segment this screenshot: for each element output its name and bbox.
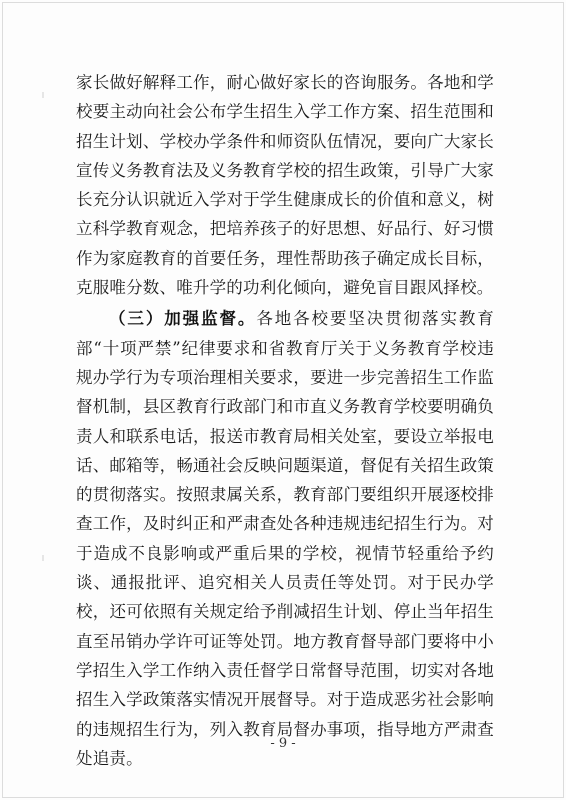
binding-margin-mark xyxy=(42,92,44,98)
page-number: - 9 - xyxy=(270,736,296,751)
section-body-text: 各地各校要坚决贯彻落实教育部“十项严禁”纪律要求和省教育厅关于义务教育学校违规办学行为专项治理相关要求，要进一步完善招生工作监督机制，县区教育行政部门和市直义务教育学校要明确负责人和联系电话，报送市教育局相关处室，要设立举报电话、邮箱等，畅通社会反映问题渠道，督促有关招生政策的贯彻落实。按照隶属关系，教育部门要组织开展逐校排查工作，及时纠正和严肃查处各种违规违纪招生行为。对于造成不良影响或严重后果的学校，视情节轻重给予约谈、通报批评、追究相关人员责任等处罚。对于民办学校，还可依照有关规定给予削减招生计划、停止当年招生直至吊销办学许可证等处罚。地方教育督导部门要将中小学招生入学工作纳入责任督学日常督导范围，切实对各地招生入学政策落实情况开展督导。对于造成恶劣社会影响的违规招生行为，列入教育局督办事项，指导地方严肃查处追责。 xyxy=(76,309,494,768)
paragraph-section-supervision xyxy=(76,304,494,773)
document-body xyxy=(76,68,494,775)
binding-margin-mark xyxy=(42,555,44,561)
section-heading-strengthen-supervision: （三）加强监督。 xyxy=(109,309,257,329)
paragraph-parent-communication: 家长做好解释工作，耐心做好家长的咨询服务。各地和学校要主动向社会公布学生招生入学工作方案、招生范围和招生计划、学校办学条件和师资队伍情况，要向广大家长宣传义务教育法及义务教育学校的招生政策，引导广大家长充分认识就近入学对于学生健康成长的价值和意义，树立科学教育观念，把培养孩子的好思想、好品行、好习惯作为家庭教育的首要任务，理性帮助孩子确定成长目标，克服唯分数、唯升学的功利化倾向，避免盲目跟风择校。 xyxy=(76,73,494,298)
